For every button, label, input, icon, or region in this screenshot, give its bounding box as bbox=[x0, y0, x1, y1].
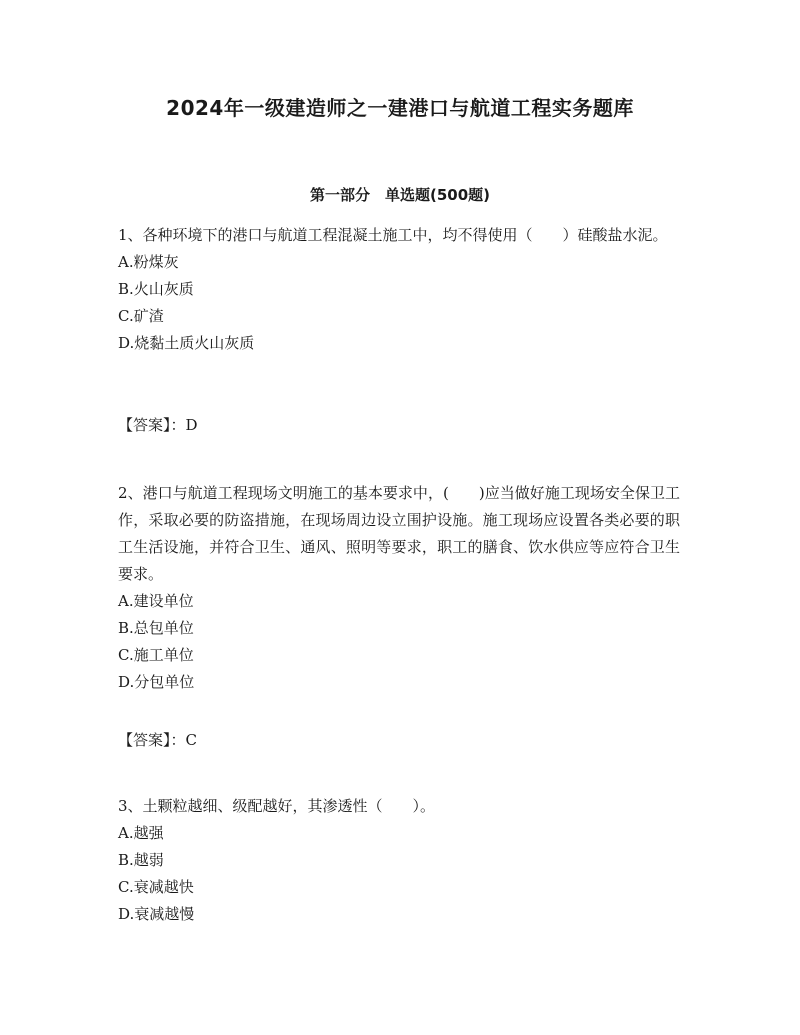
answer-1 bbox=[118, 412, 198, 439]
option-c: C.施工单位 bbox=[118, 646, 194, 664]
question-stem: 1、各种环境下的港口与航道工程混凝土施工中，均不得使用（ ）硅酸盐水泥。 bbox=[118, 226, 668, 244]
document-title: 2024年一级建造师之一建港口与航道工程实务题库 bbox=[166, 96, 634, 120]
option-b: B.总包单位 bbox=[118, 619, 194, 637]
option-b: B.越弱 bbox=[118, 851, 164, 869]
option-c: C.衰减越快 bbox=[118, 878, 194, 896]
option-a: A.粉煤灰 bbox=[118, 253, 179, 271]
option-d: D.烧黏土质火山灰质 bbox=[118, 334, 255, 352]
section-heading: 第一部分 单选题(500题) bbox=[309, 186, 491, 204]
option-a: A.越强 bbox=[118, 824, 164, 842]
option-b: B.火山灰质 bbox=[118, 280, 194, 298]
option-c: C.矿渣 bbox=[118, 307, 164, 325]
question-2 bbox=[118, 480, 680, 696]
option-a: A.建设单位 bbox=[118, 592, 194, 610]
option-d: D.衰减越慢 bbox=[118, 905, 195, 923]
answer-value: ：C bbox=[170, 731, 197, 749]
answer-value: ：D bbox=[170, 416, 198, 434]
answer-label: 【答案】 bbox=[118, 416, 171, 434]
question-3 bbox=[118, 793, 680, 928]
answer-label: 【答案】 bbox=[118, 731, 171, 749]
answer-2 bbox=[118, 727, 197, 754]
question-stem: 3、土颗粒越细、级配越好，其渗透性（ ）。 bbox=[118, 797, 436, 815]
question-stem: 2、港口与航道工程现场文明施工的基本要求中，( )应当做好施工现场安全保卫工作，采取必要的防盗措施，在现场周边设立围护设施。施工现场应设置各类必要的职工生活设施，并符合卫生、通风、照明等要求，职工的膳食、饮水供应等应符合卫生要求。 bbox=[118, 484, 680, 583]
option-d: D.分包单位 bbox=[118, 673, 195, 691]
question-1 bbox=[118, 222, 680, 357]
